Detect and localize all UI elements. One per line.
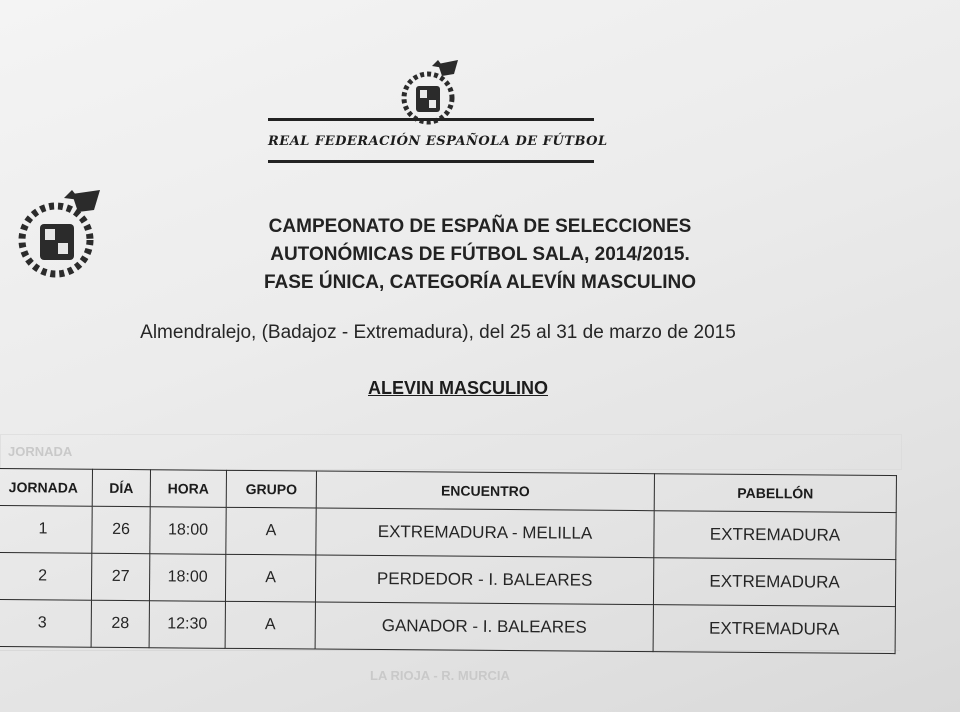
title-line-2: AUTONÓMICAS DE FÚTBOL SALA, 2014/2015. <box>270 244 690 265</box>
cell-dia: 28 <box>91 600 149 647</box>
col-header-encuentro: ENCUENTRO <box>316 471 654 511</box>
col-header-grupo: GRUPO <box>226 470 316 508</box>
cell-hora: 18:00 <box>149 554 225 602</box>
cell-pabellon: EXTREMADURA <box>653 558 895 607</box>
cell-hora: 12:30 <box>149 601 225 649</box>
table-row <box>0 553 896 607</box>
show-through-text-2: LA RIOJA - R. MURCIA <box>370 668 510 683</box>
cell-pabellon: EXTREMADURA <box>654 511 896 560</box>
letterhead-rule-top <box>268 118 594 121</box>
cell-encuentro: PERDEDOR - I. BALEARES <box>315 555 653 605</box>
cell-dia: 26 <box>92 506 150 553</box>
cell-jornada: 1 <box>0 506 92 554</box>
cell-pabellon: EXTREMADURA <box>653 605 895 654</box>
letterhead-rule-bottom <box>268 160 594 163</box>
title-line-3: FASE ÚNICA, CATEGORÍA ALEVÍN MASCULINO <box>263 272 697 293</box>
table-row <box>0 599 895 653</box>
cell-grupo: A <box>225 554 315 602</box>
cell-encuentro: EXTREMADURA - MELILLA <box>316 508 654 558</box>
title-line-1: CAMPEONATO DE ESPAÑA DE SELECCIONES <box>268 216 692 237</box>
show-through-text-1: JORNADA <box>8 444 73 459</box>
cell-grupo: A <box>226 507 316 555</box>
col-header-pabellon: PABELLÓN <box>654 474 896 513</box>
category-heading: ALEVIN MASCULINO <box>368 378 548 398</box>
cell-jornada: 2 <box>0 553 92 601</box>
venue-dates: Almendralejo, (Badajoz - Extremadura), del 25 al 31 de marzo de 2015 <box>140 322 736 343</box>
col-header-dia: DÍA <box>92 469 150 506</box>
federation-logo-side <box>10 188 106 282</box>
table-row <box>0 506 896 560</box>
col-header-hora: HORA <box>150 470 226 508</box>
fixtures-table <box>0 468 897 654</box>
cell-encuentro: GANADOR - I. BALEARES <box>315 602 653 652</box>
cell-grupo: A <box>225 601 315 649</box>
federation-name: REAL FEDERACIÓN ESPAÑOLA DE FÚTBOL <box>268 134 608 149</box>
show-through-header <box>0 434 902 470</box>
cell-dia: 27 <box>91 553 149 600</box>
cell-jornada: 3 <box>0 599 91 647</box>
col-header-jornada: JORNADA <box>0 469 92 507</box>
cell-hora: 18:00 <box>150 507 226 555</box>
